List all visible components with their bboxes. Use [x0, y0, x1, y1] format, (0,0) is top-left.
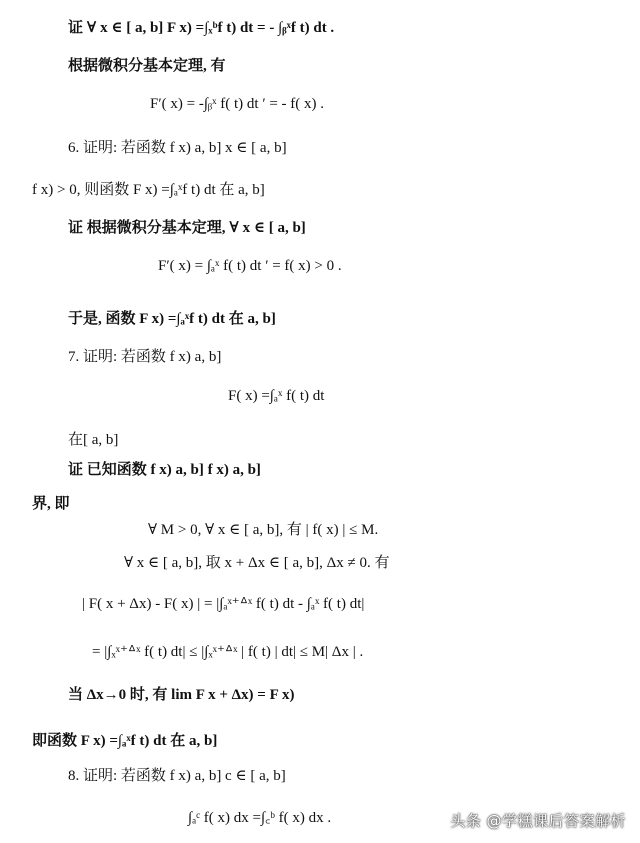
derivative-equation-2: F′( x) = ∫ₐˣ f( t) dt ′ = f( x) > 0 .: [158, 258, 342, 274]
difference-equation-1: | F( x + Δx) - F( x) | = |∫ₐˣ⁺ᐞˣ f( t) dt - ∫ₐˣ f( t) dt|: [82, 596, 365, 612]
problem-6-statement: 6. 证明: 若函数 f x) a, b] x ∈ [ a, b]: [68, 140, 287, 156]
bound-condition: ∀ M > 0, ∀ x ∈ [ a, b], 有 | f( x) | ≤ M.: [148, 522, 379, 538]
problem-8-equation: ∫ₐᶜ f( x) dx =∫꜀ᵇ f( x) dx .: [188, 810, 332, 826]
limit-statement: 当 Δx→0 时, 有 lim F x + Δx) = F x): [68, 687, 295, 703]
watermark: 头条 @学糕课后答案解析: [450, 812, 626, 830]
increment-condition: ∀ x ∈ [ a, b], 取 x + Δx ∈ [ a, b], Δx ≠ 0. 有: [124, 555, 390, 571]
problem-7-interval: 在[ a, b]: [68, 432, 119, 448]
problem-8-statement: 8. 证明: 若函数 f x) a, b] c ∈ [ a, b]: [68, 768, 286, 784]
bounded-note: 界, 即: [32, 496, 70, 512]
proof-7-line: 证 已知函数 f x) a, b] f x) a, b]: [68, 462, 261, 478]
problem-6-condition: f x) > 0, 则函数 F x) =∫ₐˣf t) dt 在 a, b]: [32, 182, 265, 198]
difference-equation-2: = |∫ₓˣ⁺ᐞˣ f( t) dt| ≤ |∫ₓˣ⁺ᐞˣ | f( t) | dt| ≤ M| Δx | .: [92, 644, 364, 660]
conclusion-7: 即函数 F x) =∫ₐˣf t) dt 在 a, b]: [32, 733, 218, 749]
proof-line-1: 证 ∀ x ∈ [ a, b] F x) =∫ₓᵇf t) dt = - ∫ᵦˣf t) dt .: [68, 20, 335, 36]
problem-7-statement: 7. 证明: 若函数 f x) a, b]: [68, 349, 222, 365]
conclusion-6: 于是, 函数 F x) =∫ₐˣf t) dt 在 a, b]: [68, 311, 276, 327]
theorem-note: 根据微积分基本定理, 有: [68, 58, 226, 74]
problem-7-function: F( x) =∫ₐˣ f( t) dt: [228, 388, 325, 404]
derivative-equation-1: F′( x) = -∫ᵦˣ f( t) dt ′ = - f( x) .: [150, 96, 325, 112]
proof-6-line: 证 根据微积分基本定理, ∀ x ∈ [ a, b]: [68, 220, 306, 236]
